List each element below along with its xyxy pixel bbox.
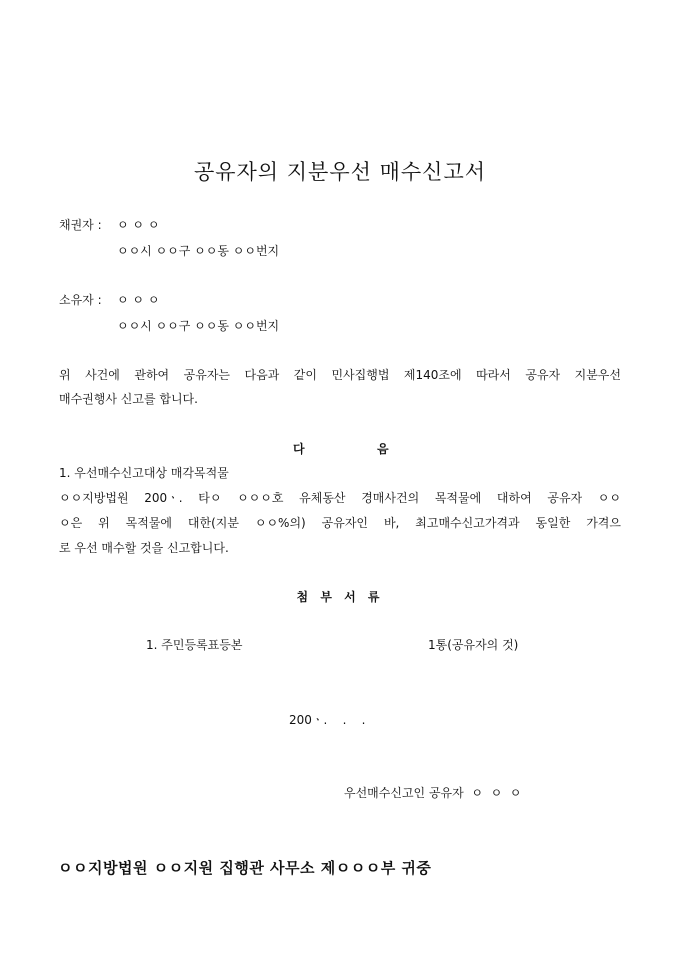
owner-label: 소유자 : <box>59 293 102 307</box>
attachments-heading: 첨 부 서 류 <box>296 590 384 604</box>
owner-name: ㅇ ㅇ ㅇ <box>117 293 160 307</box>
intro-line-2: 매수권행사 신고를 합니다. <box>59 392 198 406</box>
signature-line: 우선매수신고인 공유자 ㅇ ㅇ ㅇ <box>344 786 522 800</box>
document-title: 공유자의 지분우선 매수신고서 <box>193 160 487 184</box>
attachment-item-note: 1통(공유자의 것) <box>428 638 519 652</box>
intro-line-1: 위 사건에 관하여 공유자는 다음과 같이 민사집행법 제140조에 따라서 공유자 지분우선 <box>59 368 621 382</box>
section1-line-1: ㅇㅇ지방법원 200ㆍ. 타ㅇ ㅇㅇㅇ호 유체동산 경매사건의 목적물에 대하여 공유자 ㅇㅇ <box>59 491 621 505</box>
section1-line-3: 로 우선 매수할 것을 신고합니다. <box>59 541 229 555</box>
section1-line-2: ㅇ은 위 목적물에 대한(지분 ㅇㅇ%의) 공유자인 바, 최고매수신고가격과 동일한 가격으 <box>59 516 621 530</box>
section1-heading: 1. 우선매수신고대상 매각목적물 <box>59 466 229 480</box>
document-date: 200ㆍ. . . <box>289 713 366 727</box>
attachment-item-label: 1. 주민등록표등본 <box>146 638 243 652</box>
creditor-label: 채권자 : <box>59 218 102 232</box>
creditor-address: ㅇㅇ시 ㅇㅇ구 ㅇㅇ동 ㅇㅇ번지 <box>117 244 280 258</box>
owner-address: ㅇㅇ시 ㅇㅇ구 ㅇㅇ동 ㅇㅇ번지 <box>117 319 280 333</box>
next-heading-left: 다 <box>293 442 305 456</box>
next-heading-right: 음 <box>377 442 389 456</box>
addressee-footer: ㅇㅇ지방법원 ㅇㅇ지원 집행관 사무소 제ㅇㅇㅇ부 귀중 <box>58 859 432 877</box>
creditor-name: ㅇ ㅇ ㅇ <box>117 218 160 232</box>
